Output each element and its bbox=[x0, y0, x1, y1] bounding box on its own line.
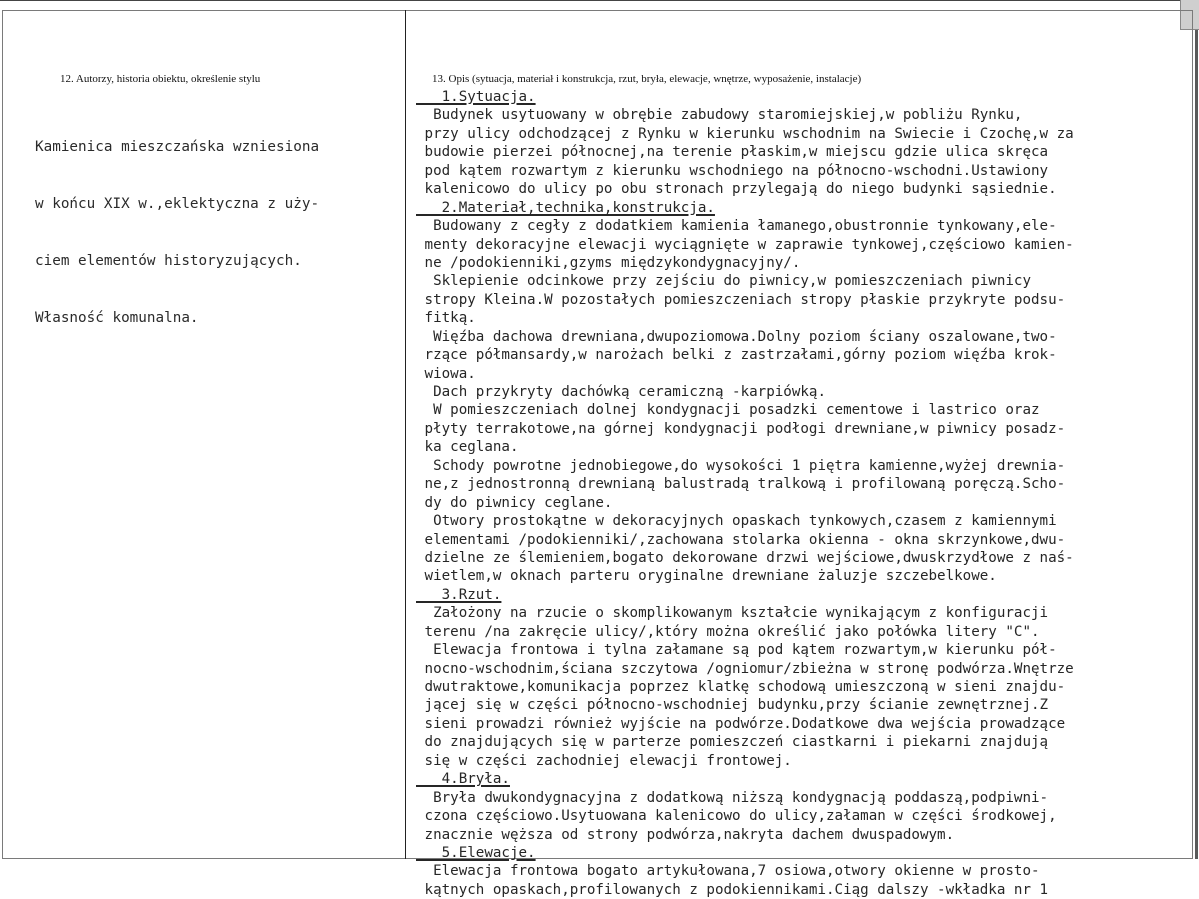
left-column-heading: 12. Autorzy, historia obiektu, określenie stylu bbox=[60, 73, 261, 85]
section-heading-material: 2.Materiał,technika,konstrukcja. bbox=[416, 199, 715, 216]
text-line: się w części zachodniej elewacji frontowej. bbox=[416, 752, 792, 769]
top-border bbox=[0, 0, 1199, 1]
text-line: budowie pierzei północnej,na terenie płaskim,w miejscu gdzie ulica skręca bbox=[416, 144, 1049, 161]
text-line: płyty terrakotowe,na górnej kondygnacji podłogi drewniane,w piwnicy posadz- bbox=[416, 420, 1066, 437]
section-heading-sytuacja: 1.Sytuacja. bbox=[416, 89, 536, 105]
text-line: ne,z jednostronną drewnianą balustradą tralkową i profilowaną poręczą.Scho- bbox=[416, 476, 1066, 493]
section-heading-bryla: 4.Bryła. bbox=[416, 771, 510, 788]
section-heading-rzut: 3.Rzut. bbox=[416, 586, 502, 603]
text-line: pod kątem rozwartym z kierunku wschodniego na północno-wschodni.Ustawiony bbox=[416, 162, 1049, 179]
text-line: Założony na rzucie o skomplikowanym kształcie wynikającym z konfiguracji bbox=[416, 605, 1049, 622]
text-line: rzące półmansardy,w narożach belki z zastrzałami,górny poziom więźba krok- bbox=[416, 347, 1057, 364]
text-line: Elewacja frontowa i tylna załamane są pod kątem rozwartym,w kierunku pół- bbox=[416, 642, 1057, 659]
text-line: dwutraktowe,komunikacja poprzez klatkę schodową umieszczoną w sieni znajdu- bbox=[416, 679, 1066, 695]
text-line: sieni prowadzi również wyjście na podwórze.Dodatkowe dwa wejścia prowadzące bbox=[416, 715, 1066, 732]
text-line: Budowany z cegły z dodatkiem kamienia łamanego,obustronnie tynkowany,ele- bbox=[416, 218, 1057, 235]
text-line: W pomieszczeniach dolnej kondygnacji posadzki cementowe i lastrico oraz bbox=[416, 402, 1040, 419]
text-line: Bryła dwukondygnacyjna z dodatkową niższą kondygnacją poddaszą,podpiwni- bbox=[416, 789, 1049, 806]
text-line: do znajdujących się w parterze pomieszczeń ciastkarni i piekarni znajdują bbox=[416, 734, 1049, 751]
text-line: ka ceglana. bbox=[416, 439, 519, 456]
text-line: ne /podokienniki,gzyms międzykondygnacyjny/. bbox=[416, 254, 801, 271]
right-column-heading: 13. Opis (sytuacja, materiał i konstrukcja, rzut, bryła, elewacje, wnętrze, wyposażenie, instalacje) bbox=[432, 73, 862, 85]
section-heading-elewacje: 5.Elewacje. bbox=[416, 844, 536, 861]
text-line: Dach przykryty dachówką ceramiczną -karpiówką. bbox=[416, 384, 826, 400]
text-line: wiowa. bbox=[416, 365, 476, 382]
text-line: jącej się w części północno-wschodniej budynku,przy ścianie zewnętrznej.Z bbox=[416, 697, 1049, 714]
left-line: ciem elementów historyzujących. bbox=[35, 253, 302, 269]
text-line: stropy Kleina.W pozostałych pomieszczeniach stropy płaskie przykryte podsu- bbox=[416, 291, 1066, 308]
left-line: Własność komunalna. bbox=[35, 310, 199, 326]
text-line: fitką. bbox=[416, 310, 476, 327]
left-line: w końcu XIX w.,eklektyczna z uży- bbox=[35, 196, 320, 212]
text-line: nocno-wschodnim,ściana szczytowa /ogniomur/zbieżna w stronę podwórza.Wnętrze bbox=[416, 660, 1074, 677]
text-line: kątnych opaskach,profilowanych z podokiennikami.Ciąg dalszy -wkładka nr 1 bbox=[416, 881, 1049, 898]
text-line: znacznie węższa od strony podwórza,nakryta dachem dwuspadowym. bbox=[416, 826, 955, 843]
text-line: Budynek usytuowany w obrębie zabudowy staromiejskiej,w pobliżu Rynku, bbox=[416, 107, 1023, 124]
text-line: dy do piwnicy ceglane. bbox=[416, 494, 613, 511]
text-line: Elewacja frontowa bogato artykułowana,7 osiowa,otwory okienne w prosto- bbox=[416, 863, 1040, 880]
text-line: Schody powrotne jednobiegowe,do wysokości 1 piętra kamienne,wyżej drewnia- bbox=[416, 457, 1066, 474]
text-line: kalenicowo do ulicy po obu stronach przylegają do niego budynki sąsiednie. bbox=[416, 181, 1057, 198]
text-line: Otwory prostokątne w dekoracyjnych opaskach tynkowych,czasem z kamiennymi bbox=[416, 513, 1057, 530]
text-line: wietlem,w oknach parteru oryginalne drewniane żaluzje szczebelkowe. bbox=[416, 568, 997, 585]
left-column-text bbox=[35, 100, 395, 347]
text-line: dzielne ze ślemieniem,bogato dekorowane drzwi wejściowe,dwuskrzydłowe z naś- bbox=[416, 549, 1074, 566]
text-line: menty dekoracyjne elewacji wyciągnięte w zaprawie tynkowej,częściowo kamien- bbox=[416, 236, 1074, 253]
text-line: Sklepienie odcinkowe przy zejściu do piwnicy,w pomieszczeniach piwnicy bbox=[416, 273, 1031, 290]
text-line: przy ulicy odchodzącej z Rynku w kierunku wschodnim na Swiecie i Czochę,w za bbox=[416, 125, 1074, 142]
left-line: Kamienica mieszczańska wzniesiona bbox=[35, 139, 320, 155]
column-divider bbox=[405, 10, 406, 859]
description-body bbox=[416, 88, 1199, 899]
text-line: czona częściowo.Usytuowana kalenicowo do ulicy,załaman w części środkowej, bbox=[416, 808, 1057, 825]
text-line: elementami /podokienniki/,zachowana stolarka okienna - okna skrzynkowe,dwu- bbox=[416, 531, 1066, 548]
text-line: terenu /na zakręcie ulicy/,który można określić jako połówka litery "C". bbox=[416, 623, 1040, 640]
text-line: Więźba dachowa drewniana,dwupoziomowa.Dolny poziom ściany oszalowane,two- bbox=[416, 328, 1057, 345]
